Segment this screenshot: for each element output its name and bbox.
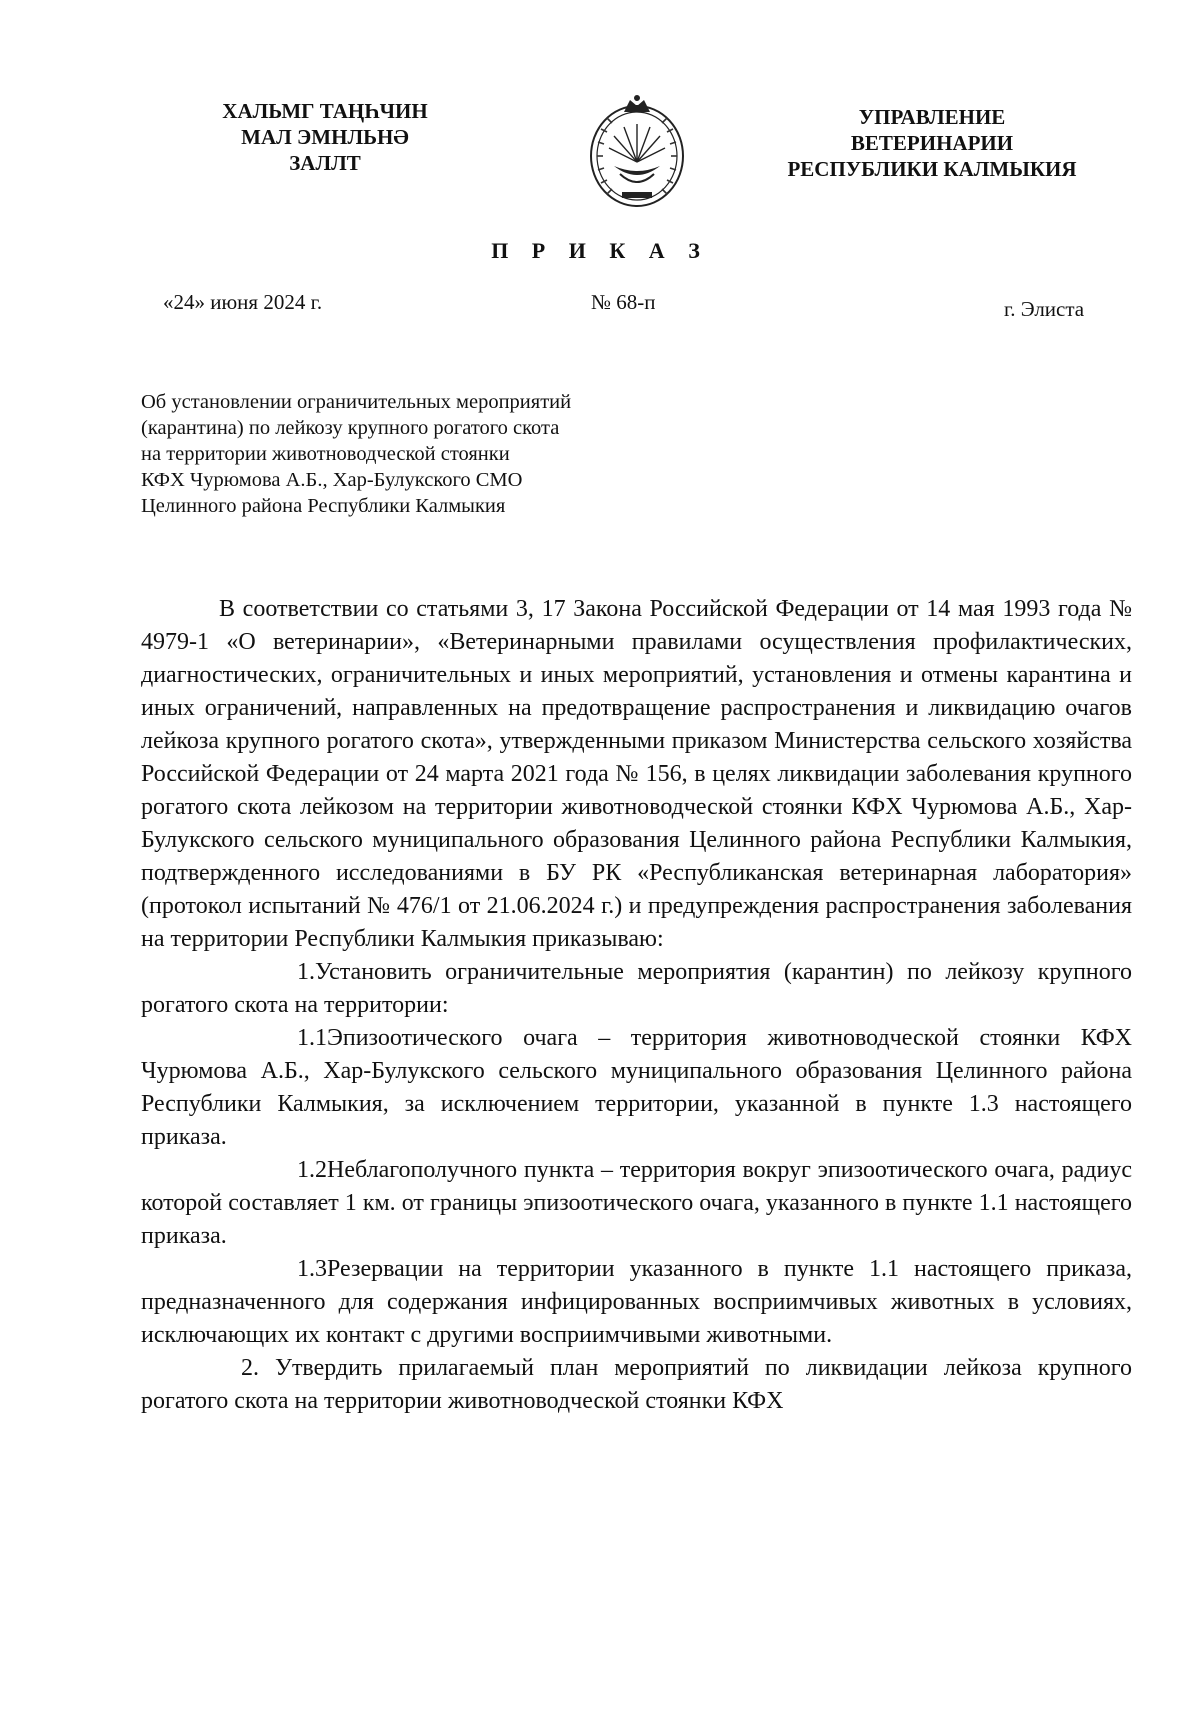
subject-line: (карантина) по лейкозу крупного рогатого скота xyxy=(141,417,560,439)
item-number: 1. xyxy=(297,959,315,985)
subject-line: Целинного района Республики Калмыкия xyxy=(141,495,506,517)
header-russian-name xyxy=(752,104,1112,182)
subject-line: Об установлении ограничительных мероприятий xyxy=(141,391,572,413)
header-left-line: МАЛ ЭМНЛЬНӘ xyxy=(241,125,409,149)
header-kalmyk-name xyxy=(190,98,460,176)
item-text: Резервации на территории указанного в пункте 1.1 настоящего приказа, предназначенного для содержания инфицированных восприимчивых животных в условиях, исключающих их контакт с другими восприимчивыми животными. xyxy=(141,1256,1132,1348)
item-number: 1.1 xyxy=(297,1025,327,1051)
subject-line: на территории животноводческой стоянки xyxy=(141,443,510,465)
item-number: 1.2 xyxy=(297,1157,327,1183)
order-body xyxy=(141,593,1132,1418)
preamble-paragraph: В соответствии со статьями 3, 17 Закона Российской Федерации от 14 мая 1993 года № 4979-1 «О ветеринарии», «Ветеринарными правилами осуществления профилактических, диагностических, ограничительных и иных мероприятий, установления и отмены карантина и иных ограничений, направленных на предотвращение распространения и ликвидацию очагов лейкоза крупного рогатого скота», утвержденными приказом Министерства сельского хозяйства Российской Федерации от 24 марта 2021 года № 156, в целях ликвидации заболевания крупного рогатого скота лейкозом на территории животноводческой стоянки КФХ Чурюмова А.Б., Хар-Булукского сельского муниципального образования Целинного района Республики Калмыкия, подтвержденного исследованиями в БУ РК «Республиканская ветеринарная лаборатория» (протокол испытаний № 476/1 от 21.06.2024 г.) и предупреждения распространения заболевания на территории Республики Калмыкия приказываю: xyxy=(141,596,1132,952)
item-paragraph xyxy=(141,1253,1132,1352)
item-text: Эпизоотического очага – территория животноводческой стоянки КФХ Чурюмова А.Б., Хар-Булукского сельского муниципального образования Целинного района Республики Калмыкия, за исключением территории, указанной в пункте 1.3 настоящего приказа. xyxy=(141,1025,1132,1150)
order-number: № 68-п xyxy=(591,290,656,314)
emblem-icon xyxy=(586,92,688,210)
item-paragraph xyxy=(141,1154,1132,1253)
item-paragraph xyxy=(141,1022,1132,1154)
item-2-paragraph: 2. Утвердить прилагаемый план мероприятий по ликвидации лейкоза крупного рогатого скота на территории животноводческой стоянки КФХ xyxy=(141,1355,1132,1414)
item-paragraph xyxy=(141,956,1132,1022)
header-left-line: ЗАЛЛТ xyxy=(289,151,361,175)
order-subject xyxy=(141,389,681,519)
header-right-line: РЕСПУБЛИКИ КАЛМЫКИЯ xyxy=(787,157,1077,181)
header-right-line: УПРАВЛЕНИЕ xyxy=(858,105,1006,129)
document-title: П Р И К А З xyxy=(491,238,709,263)
header-left-line: ХАЛЬМГ ТАҢҺЧИН xyxy=(222,99,428,123)
subject-line: КФХ Чурюмова А.Б., Хар-Булукского СМО xyxy=(141,469,523,491)
order-city: г. Элиста xyxy=(1004,297,1085,321)
item-number: 1.3 xyxy=(297,1256,327,1282)
item-text: Неблагополучного пункта – территория вокруг эпизоотического очага, радиус которой составляет 1 км. от границы эпизоотического очага, указанного в пункте 1.1 настоящего приказа. xyxy=(141,1157,1132,1249)
order-date: «24» июня 2024 г. xyxy=(163,290,323,314)
header-right-line: ВЕТЕРИНАРИИ xyxy=(850,131,1014,155)
item-text: Установить ограничительные мероприятия (карантин) по лейкозу крупного рогатого скота на территории: xyxy=(141,959,1132,1018)
